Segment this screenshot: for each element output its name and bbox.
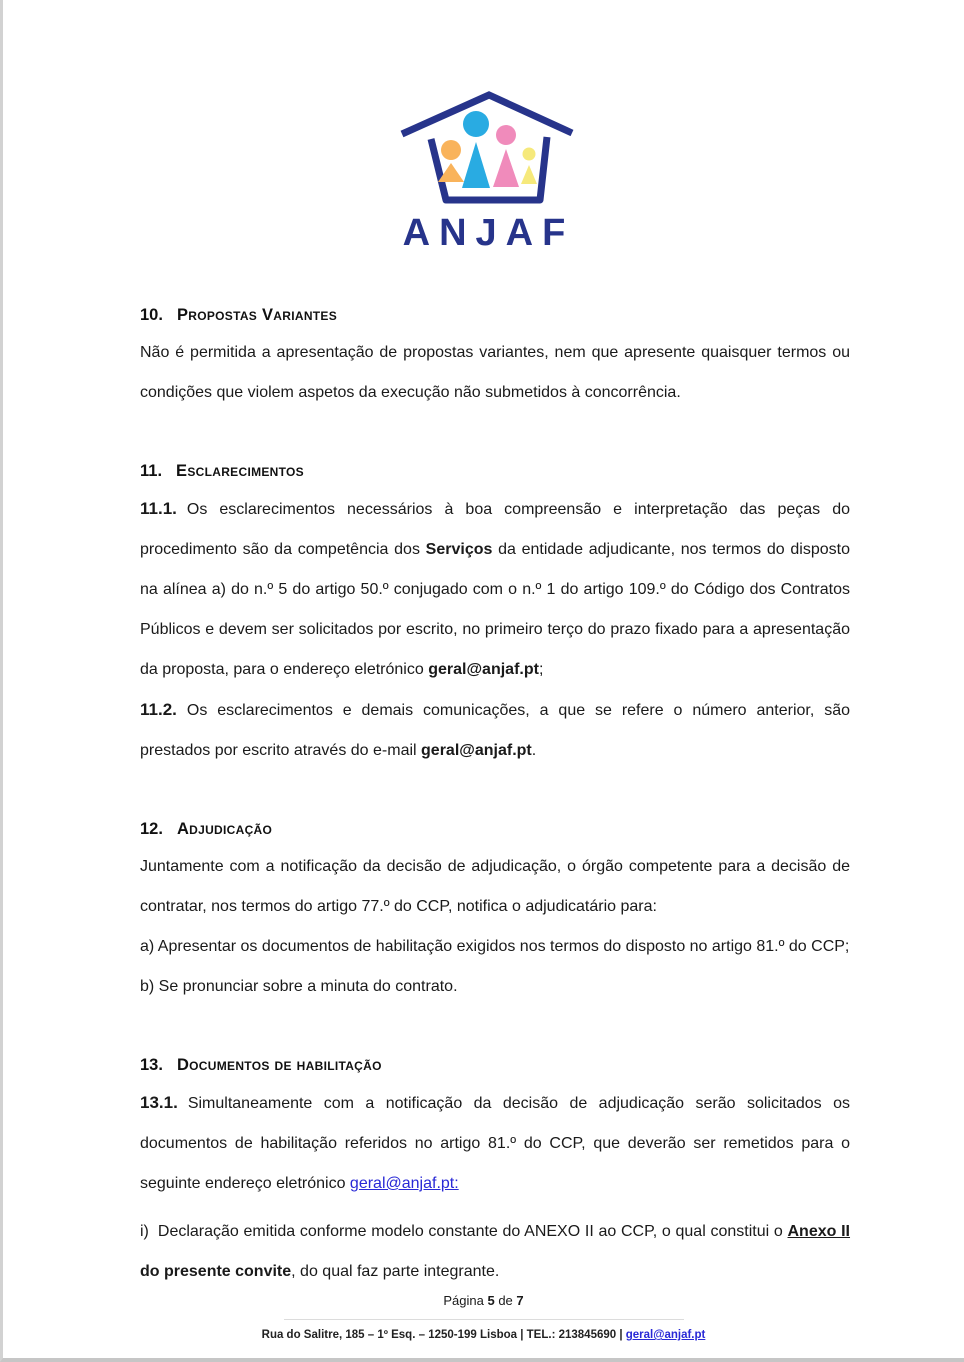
logo-figure-orange-head (441, 140, 461, 160)
anexo-ii-bold-underline: Anexo II (787, 1223, 851, 1240)
logo-figure-pink-head (496, 125, 516, 145)
logo-figure-yellow-body (521, 165, 537, 184)
clause-11-2-number: 11.2. (140, 700, 177, 719)
list-item-i-marker: i) (140, 1223, 149, 1240)
list-item-i-text2: , do qual faz parte integrante. (291, 1263, 500, 1280)
section-11-heading (140, 459, 850, 483)
list-item-i-text: Declaração emitida conforme modelo constante do ANEXO II ao CCP, o qual constitui o (157, 1223, 788, 1240)
page-footer (3, 1293, 964, 1358)
page-current: 5 (487, 1293, 495, 1308)
section-13-title: Documentos de habilitação (176, 1056, 382, 1074)
logo-figure-pink-body (493, 149, 519, 187)
list-item-b: b) Se pronunciar sobre a minuta do contrato. (140, 978, 458, 995)
section-12 (140, 817, 850, 1007)
email-link[interactable]: geral@anjaf.pt: (349, 1175, 459, 1192)
clause-11-1-text2: da entidade adjudicante, nos termos do disposto na alínea a) do n.º 5 do artigo 50.º conjugado com o n.º 1 do artigo 109.º do Código dos Contratos Públicos e devem ser solicitados por escrito, no primeiro terço do prazo fixado para a apresentação da proposta, para o endereço eletrónico (140, 541, 851, 678)
logo-figure-yellow-head (522, 148, 535, 161)
clause-11-2-text2: . (531, 742, 537, 759)
clause-11-2-email-bold: geral@anjaf.pt (421, 742, 532, 759)
list-item-i (140, 1212, 850, 1292)
clause-11-2-text: Os esclarecimentos e demais comunicações, a que se refere o número anterior, são prestados por escrito através do e-mail (140, 702, 850, 759)
clause-11-1-number: 11.1. (140, 499, 177, 518)
clause-13-1 (140, 1083, 850, 1204)
clause-11-1-text: Os esclarecimentos necessários à boa compreensão e interpretação das peças do procedimento são da competência dos (140, 501, 850, 558)
section-11-title: Esclarecimentos (176, 462, 304, 480)
page-word: Página (443, 1293, 484, 1308)
clause-11-1-email-bold: geral@anjaf.pt (428, 661, 539, 678)
presente-convite-bold: do presente convite (140, 1263, 292, 1280)
section-11-number: 11. (140, 462, 163, 480)
footer-divider (284, 1319, 684, 1320)
footer-address (3, 1329, 964, 1341)
document-content (3, 303, 964, 1292)
section-12-title: Adjudicação (176, 820, 273, 838)
list-item-a: a) Apresentar os documentos de habilitação exigidos nos termos do disposto no artigo 81.º do CCP; (140, 938, 850, 955)
section-10 (140, 303, 850, 413)
section-10-title: Propostas Variantes (176, 306, 338, 324)
section-12-paragraph: Juntamente com a notificação da decisão de adjudicação, o órgão competente para a decisão de contratar, nos termos do artigo 77.º do CCP, notifica o adjudicatário para: (140, 858, 850, 915)
section-13 (140, 1053, 850, 1292)
footer-email-link[interactable]: geral@anjaf.pt (625, 1329, 706, 1341)
section-13-heading (140, 1053, 850, 1077)
section-10-paragraph: Não é permitida a apresentação de propostas variantes, nem que apresente quaisquer termos ou condições que violem aspetos da execução não submetidos à concorrência. (140, 344, 850, 401)
clause-13-1-text: Simultaneamente com a notificação da decisão de adjudicação serão solicitados os documentos de habilitação referidos no artigo 81.º do CCP, que deverão ser remetidos para o seguinte endereço eletrónico (140, 1095, 850, 1192)
section-12-number: 12. (140, 820, 163, 838)
anjaf-logo-text: ANJAF (402, 212, 575, 254)
section-10-number: 10. (140, 306, 163, 324)
clause-11-1 (140, 489, 850, 690)
page-number (3, 1293, 964, 1308)
section-10-heading (140, 303, 850, 327)
logo-figure-blue-head (463, 111, 489, 137)
anjaf-logo (3, 90, 964, 255)
clause-11-2 (140, 690, 850, 771)
anjaf-house-logo-icon (394, 90, 574, 210)
logo-figure-blue-body (462, 142, 490, 188)
section-11 (140, 459, 850, 771)
page-total: 7 (516, 1293, 524, 1308)
clause-11-1-text3: ; (538, 661, 544, 678)
section-12-heading (140, 817, 850, 841)
section-13-number: 13. (140, 1056, 163, 1074)
footer-address-text: Rua do Salitre, 185 – 1º Esq. – 1250-199 Lisboa | TEL.: 213845690 | (261, 1329, 626, 1341)
clause-11-1-bold-servicos: Serviços (425, 541, 493, 558)
page-of-word: de (498, 1293, 513, 1308)
clause-13-1-number: 13.1. (140, 1093, 178, 1112)
